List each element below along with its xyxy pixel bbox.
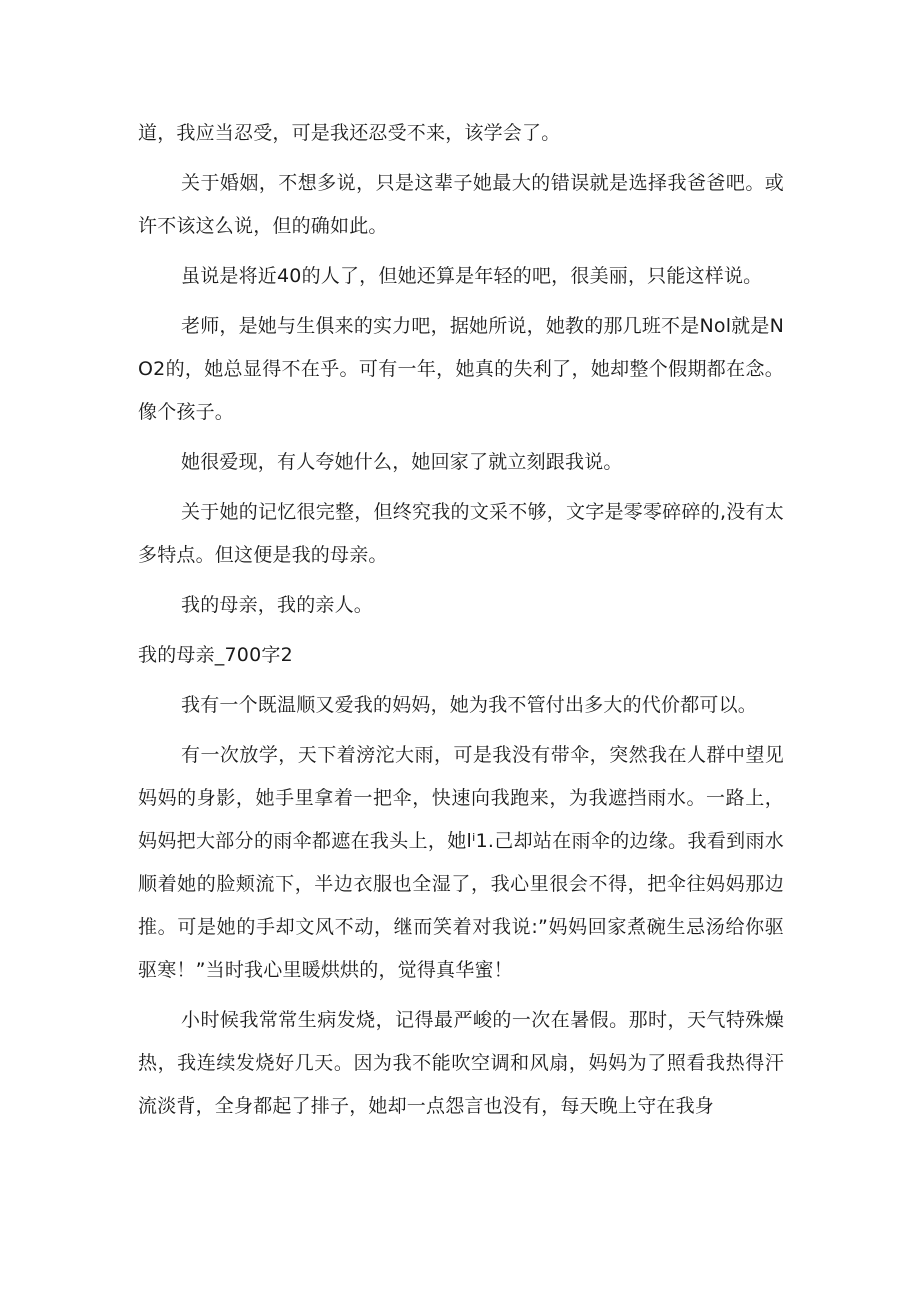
paragraph: 我的母亲，我的亲人。 [181,594,374,616]
section-title: 我的母亲_700字2 [138,644,293,666]
paragraph: 虽说是将近40的人了，但她还算是年轻的吧，很美丽，只能这样说。 [181,265,763,287]
paragraph: 我有一个既温顺又爱我的妈妈，她为我不管付出多大的代价都可以。 [181,694,758,716]
paragraph: 有一次放学，天下着滂沱大雨，可是我没有带伞，突然我在人群中望见妈妈的身影，她手里拿着一把伞，快速向我跑来，为我遮挡雨水。一路上，妈妈把大部分的雨伞都遮在我头上，她lⁱ1.己却站在雨伞的边缘。我看到雨水顺着她的脸颊流下，半边衣服也全湿了，我心里很会不得，把伞往妈妈那边推。可是她的手却文风不动，继而笑着对我说:”妈妈回家煮碗生忌汤给你驱驱寒！”当时我心里暖烘烘的，觉得真华蜜！ [138,744,784,981]
paragraph: 小时候我常常生病发烧，记得最严峻的一次在暑假。那时，天气特殊燥热，我连续发烧好几天。因为我不能吹空调和风扇，妈妈为了照看我热得汗流淡背，全身都起了排子，她却一点怨言也没有，每天晚上守在我身 [138,1009,784,1117]
paragraph: 关于婚姻，不想多说，只是这辈子她最大的错误就是选择我爸爸吧。或许不该这么说，但的确如此。 [138,172,784,237]
paragraph: 道，我应当忍受，可是我还忍受不来，该学会了。 [138,122,561,144]
paragraph: 关于她的记忆很完整，但终究我的文采不够，文字是零零碎碎的,没有太多特点。但这便是我的母亲。 [138,501,784,566]
paragraph: 她很爱现，有人夸她什么，她回家了就立刻跟我说。 [181,451,623,473]
document-body [138,112,784,1135]
paragraph: 老师，是她与生俱来的实力吧，据她所说，她教的那几班不是Nol就是NO2的，她总显得不在乎。可有一年，她真的失利了，她却整个假期都在念。像个孩子。 [138,315,784,423]
